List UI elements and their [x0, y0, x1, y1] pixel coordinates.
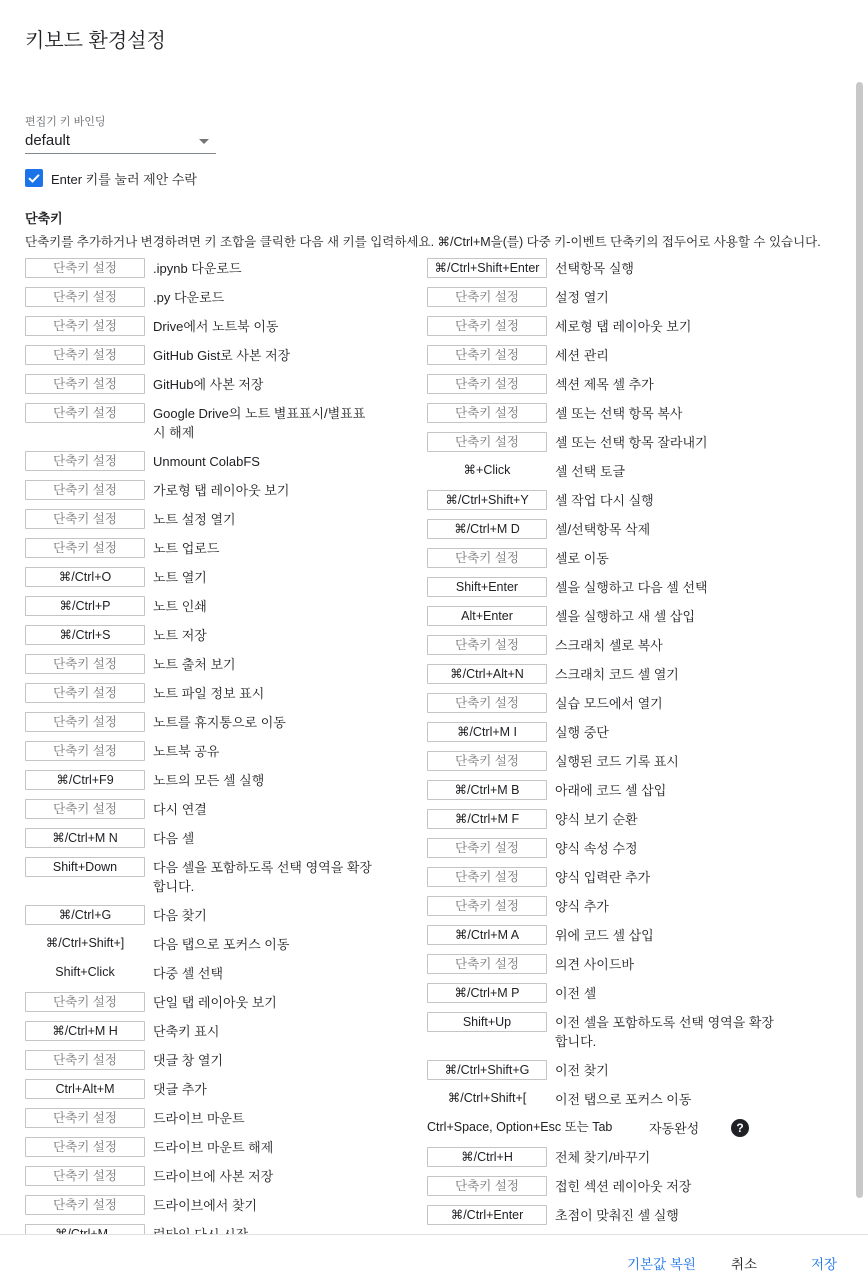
shortcut-action-label: GitHub Gist로 사본 저장 [153, 348, 291, 363]
shortcut-action-label: 셀 선택 토글 [555, 464, 626, 479]
shortcut-action-label: 노트 업로드 [153, 541, 220, 556]
shortcut-key-button[interactable]: 단축키 설정 [427, 954, 547, 974]
shortcut-action-label: 다음 탭으로 포커스 이동 [153, 937, 290, 952]
shortcut-action-label: 이전 셀 [555, 986, 597, 1001]
shortcut-key-button[interactable]: 단축키 설정 [25, 374, 145, 394]
shortcut-action-label: 스크래치 셀로 복사 [555, 638, 663, 653]
shortcut-key-button[interactable]: 단축키 설정 [427, 403, 547, 423]
shortcut-key-button[interactable]: Ctrl+Alt+M [25, 1079, 145, 1099]
shortcut-key-button[interactable]: ⌘/Ctrl+M P [427, 983, 547, 1003]
shortcut-key-button[interactable]: ⌘/Ctrl+Shift+G [427, 1060, 547, 1080]
shortcut-action-label: 셀을 실행하고 새 셀 삽입 [555, 609, 696, 624]
help-icon[interactable]: ? [731, 1119, 749, 1137]
shortcut-action-label: 세션 관리 [555, 348, 609, 363]
editor-keybinding-select[interactable] [25, 130, 216, 154]
shortcut-action-label: .ipynb 다운로드 [153, 261, 242, 276]
shortcut-key-button[interactable]: 단축키 설정 [25, 1195, 145, 1215]
shortcut-action-label: 셀을 실행하고 다음 셀 선택 [555, 580, 708, 595]
accept-suggestion-option[interactable] [25, 168, 197, 188]
shortcut-key-button[interactable]: 단축키 설정 [427, 693, 547, 713]
shortcut-action-label: 노트 인쇄 [153, 599, 207, 614]
shortcut-action-label: 실습 모드에서 열기 [555, 696, 663, 711]
shortcut-action-label: 초점이 맞춰진 셀 실행 [555, 1208, 679, 1223]
shortcut-key-button[interactable]: Shift+Click [55, 965, 115, 979]
shortcut-action-label: 노트 출처 보기 [153, 657, 236, 672]
shortcut-key-button[interactable]: 단축키 설정 [427, 896, 547, 916]
shortcut-action-label: 셀로 이동 [555, 551, 609, 566]
shortcut-key-button[interactable]: 단축키 설정 [25, 480, 145, 500]
shortcut-key-button[interactable]: ⌘/Ctrl+Shift+] [45, 936, 125, 950]
shortcut-key-button[interactable]: ⌘+Click [463, 463, 511, 477]
shortcut-action-label: 노트를 휴지통으로 이동 [153, 715, 286, 730]
shortcut-action-label: 전체 찾기/바꾸기 [555, 1150, 651, 1165]
shortcut-action-label: .py 다운로드 [153, 290, 225, 305]
shortcut-action-label: 단축키 표시 [153, 1024, 220, 1039]
shortcut-action-label: 단일 탭 레이아웃 보기 [153, 995, 277, 1010]
shortcut-key-button[interactable]: ⌘/Ctrl+Enter [427, 1205, 547, 1225]
shortcut-key-button[interactable]: 단축키 설정 [25, 258, 145, 278]
shortcut-key-button[interactable]: 단축키 설정 [25, 1166, 145, 1186]
shortcut-key-button[interactable]: 단축키 설정 [427, 374, 547, 394]
scrollbar[interactable] [853, 70, 865, 1230]
shortcut-action-label: 양식 보기 순환 [555, 812, 638, 827]
shortcut-action-label: 댓글 창 열기 [153, 1053, 224, 1068]
shortcut-key-button[interactable]: 단축키 설정 [25, 316, 145, 336]
shortcut-key-button[interactable]: 단축키 설정 [25, 1137, 145, 1157]
shortcut-key-button[interactable]: ⌘/Ctrl+M H [25, 1021, 145, 1041]
shortcut-key-button[interactable]: 단축키 설정 [427, 838, 547, 858]
shortcut-action-label: 셀 작업 다시 실행 [555, 493, 654, 508]
shortcut-action-label: 다시 연결 [153, 802, 207, 817]
shortcut-action-label: 드라이브 마운트 [153, 1111, 245, 1126]
shortcut-key-button[interactable]: ⌘/Ctrl+O [25, 567, 145, 587]
shortcut-key-button[interactable]: ⌘/Ctrl+F9 [25, 770, 145, 790]
shortcut-key-button[interactable]: 단축키 설정 [25, 799, 145, 819]
shortcut-action-label: 섹션 제목 셀 추가 [555, 377, 654, 392]
shortcut-action-label: 가로형 탭 레이아웃 보기 [153, 483, 290, 498]
shortcut-key-button[interactable]: ⌘/Ctrl+M I [427, 722, 547, 742]
shortcut-action-label: GitHub에 사본 저장 [153, 377, 264, 392]
editor-keybinding-label: 편집기 키 바인딩 [25, 116, 106, 128]
shortcut-key-button[interactable]: ⌘/Ctrl+G [25, 905, 145, 925]
shortcut-key-button[interactable]: ⌘/Ctrl+M B [427, 780, 547, 800]
shortcut-key-button[interactable]: 단축키 설정 [427, 751, 547, 771]
dialog-content[interactable] [0, 100, 868, 1234]
shortcut-key-button[interactable]: 단축키 설정 [25, 451, 145, 471]
shortcut-action-label: 다중 셀 선택 [153, 966, 224, 981]
shortcut-action-label: 접힌 섹션 레이아웃 저장 [555, 1179, 692, 1194]
shortcut-action-label: 위에 코드 셀 삽입 [555, 928, 654, 943]
shortcut-key-button[interactable]: 단축키 설정 [427, 635, 547, 655]
shortcut-action-label: 댓글 추가 [153, 1082, 207, 1097]
shortcut-action-label: 셀 또는 선택 항목 복사 [555, 406, 683, 421]
shortcut-action-label: 셀 또는 선택 항목 잘라내기 [555, 435, 708, 450]
shortcut-key-button[interactable]: ⌘/Ctrl+Shift+Enter [427, 258, 547, 278]
shortcut-key-button[interactable]: 단축키 설정 [427, 287, 547, 307]
shortcut-key-button[interactable]: ⌘/Ctrl+H [427, 1147, 547, 1167]
shortcut-key-button[interactable]: 단축키 설정 [25, 741, 145, 761]
shortcut-action-label: 실행된 코드 기록 표시 [555, 754, 679, 769]
dropdown-caret-icon [199, 139, 209, 144]
shortcut-key-button[interactable]: 단축키 설정 [25, 1050, 145, 1070]
shortcut-key-button[interactable]: 단축키 설정 [427, 867, 547, 887]
shortcut-key-button[interactable]: ⌘/Ctrl+M A [427, 925, 547, 945]
shortcut-key-button[interactable]: ⌘/Ctrl+M N [25, 828, 145, 848]
save-button[interactable]: 저장 [811, 1257, 838, 1272]
shortcut-action-label: Unmount ColabFS [153, 454, 260, 469]
shortcut-key-button[interactable]: 단축키 설정 [25, 287, 145, 307]
shortcut-action-label: 다음 셀을 포함하도록 선택 영역을 확장합니다. [153, 860, 372, 894]
accept-suggestion-checkbox[interactable] [25, 169, 43, 187]
shortcuts-description: 단축키를 추가하거나 변경하려면 키 조합을 클릭한 다음 새 키를 입력하세요. ⌘/Ctrl+M을(를) 다중 키-이벤트 단축키의 접두어로 사용할 수 있습니다. [25, 235, 821, 249]
shortcut-key-button[interactable]: ⌘/Ctrl+P [25, 596, 145, 616]
shortcut-action-label: 설정 열기 [555, 290, 609, 305]
shortcut-key-button[interactable]: Shift+Up [427, 1012, 547, 1032]
checkmark-icon [27, 171, 41, 185]
shortcut-key-button[interactable]: 단축키 설정 [25, 712, 145, 732]
shortcut-key-button[interactable]: 단축키 설정 [25, 1108, 145, 1128]
shortcut-action-label: 실행 중단 [555, 725, 609, 740]
shortcut-action-label: 드라이브 마운트 해제 [153, 1140, 274, 1155]
shortcut-action-label: Google Drive의 노트 별표표시/별표표시 해제 [153, 406, 366, 440]
shortcut-action-label: 아래에 코드 셀 삽입 [555, 783, 667, 798]
shortcut-key-button[interactable]: ⌘/Ctrl+M F [427, 809, 547, 829]
shortcut-action-label: 자동완성 [649, 1121, 700, 1136]
cancel-button[interactable]: 취소 [731, 1257, 758, 1272]
shortcut-action-label: 다음 찾기 [153, 908, 207, 923]
shortcut-key-button[interactable]: ⌘/Ctrl+S [25, 625, 145, 645]
shortcut-key-button[interactable]: 단축키 설정 [427, 432, 547, 452]
shortcut-action-label: 드라이브에 사본 저장 [153, 1169, 274, 1184]
editor-keybinding-value: default [25, 132, 71, 149]
shortcut-action-label: 노트북 공유 [153, 744, 220, 759]
shortcut-action-label: 의견 사이드바 [555, 957, 634, 972]
shortcut-action-label: 선택항목 실행 [555, 261, 634, 276]
shortcut-action-label: 이전 탭으로 포커스 이동 [555, 1092, 692, 1107]
dialog-footer [0, 1234, 868, 1278]
shortcut-action-label: 스크래치 코드 셀 열기 [555, 667, 679, 682]
shortcut-action-label: 노트의 모든 셀 실행 [153, 773, 265, 788]
shortcut-action-label: 드라이브에서 찾기 [153, 1198, 258, 1213]
shortcut-action-label: 노트 파일 정보 표시 [153, 686, 265, 701]
shortcut-action-label: 노트 설정 열기 [153, 512, 236, 527]
shortcut-key-button[interactable]: ⌘/Ctrl+Shift+Y [427, 490, 547, 510]
shortcut-action-label: 세로형 탭 레이아웃 보기 [555, 319, 692, 334]
shortcut-key-button[interactable]: 단축키 설정 [25, 345, 145, 365]
dialog-title: 키보드 환경설정 [25, 30, 166, 52]
shortcut-action-label: 양식 추가 [555, 899, 609, 914]
shortcut-action-label: 노트 저장 [153, 628, 207, 643]
shortcut-action-label: 이전 셀을 포함하도록 선택 영역을 확장합니다. [555, 1015, 774, 1049]
shortcut-key-button[interactable]: ⌘/Ctrl+Alt+N [427, 664, 547, 684]
shortcut-action-label: Drive에서 노트북 이동 [153, 319, 279, 334]
shortcut-action-label: 다음 셀 [153, 831, 195, 846]
shortcuts-heading: 단축키 [25, 211, 63, 226]
restore-defaults-button[interactable]: 기본값 복원 [627, 1257, 696, 1272]
shortcut-key-button[interactable]: Shift+Down [25, 857, 145, 877]
scrollbar-thumb[interactable] [856, 82, 863, 1198]
shortcut-key-button[interactable]: ⌘/Ctrl+M D [427, 519, 547, 539]
shortcut-action-label: 셀/선택항목 삭제 [555, 522, 651, 537]
shortcut-key-button[interactable]: 단축키 설정 [25, 683, 145, 703]
shortcut-key-button[interactable]: 단축키 설정 [427, 316, 547, 336]
shortcut-key-button[interactable]: ⌘/Ctrl+Shift+[ [447, 1091, 527, 1105]
shortcut-key-button[interactable]: 단축키 설정 [427, 345, 547, 365]
shortcut-key-button[interactable]: 단축키 설정 [25, 654, 145, 674]
shortcut-key-button[interactable]: 단축키 설정 [25, 509, 145, 529]
shortcut-key-button[interactable]: 단축키 설정 [427, 1176, 547, 1196]
shortcut-key-button[interactable]: Alt+Enter [427, 606, 547, 626]
accept-suggestion-label: Enter 키를 눌러 제안 수락 [51, 171, 197, 187]
shortcut-action-label: 양식 입력란 추가 [555, 870, 651, 885]
shortcut-key-button[interactable]: Ctrl+Space, Option+Esc 또는 Tab [427, 1120, 613, 1134]
shortcut-key-button[interactable]: 단축키 설정 [427, 548, 547, 568]
shortcut-action-label: 양식 속성 수정 [555, 841, 638, 856]
shortcut-key-button[interactable]: 단축키 설정 [25, 992, 145, 1012]
shortcut-key-button[interactable]: 단축키 설정 [25, 403, 145, 423]
shortcut-action-label: 노트 열기 [153, 570, 207, 585]
shortcut-key-button[interactable]: Shift+Enter [427, 577, 547, 597]
shortcut-action-label: 이전 찾기 [555, 1063, 609, 1078]
shortcut-key-button[interactable]: 단축키 설정 [25, 538, 145, 558]
